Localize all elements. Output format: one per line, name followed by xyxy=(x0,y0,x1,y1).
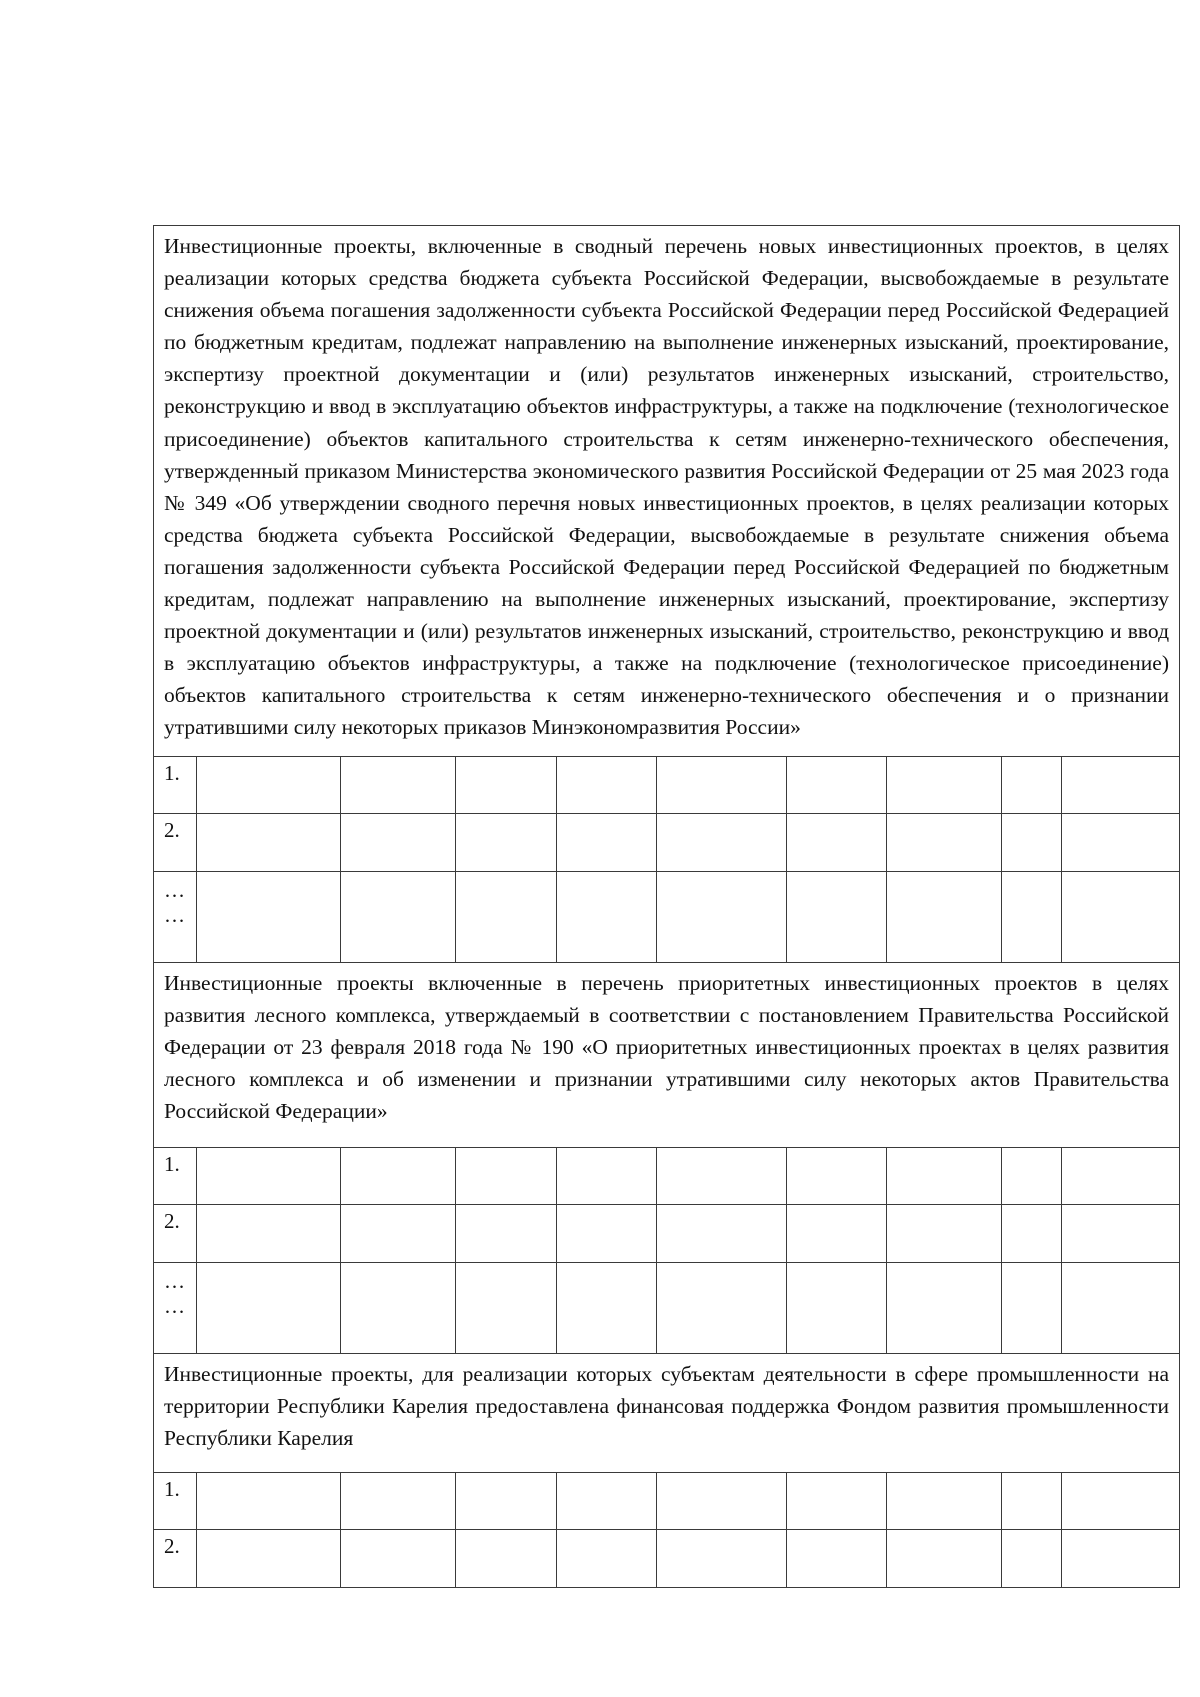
table-cell xyxy=(787,813,887,871)
table-cell xyxy=(787,1262,887,1353)
table-row xyxy=(154,871,1180,962)
table-cell xyxy=(1002,871,1062,962)
section-heading-row xyxy=(154,226,1180,757)
table-cell xyxy=(557,871,657,962)
table-row xyxy=(154,1147,1180,1204)
table-cell xyxy=(456,1473,557,1530)
row-number-ellipsis: … … xyxy=(154,871,197,962)
table-cell xyxy=(887,1262,1002,1353)
table-cell xyxy=(197,1530,341,1588)
table-cell xyxy=(341,1204,456,1262)
table-cell xyxy=(787,1530,887,1588)
table-cell xyxy=(557,1262,657,1353)
table-cell xyxy=(557,1147,657,1204)
table-cell xyxy=(657,871,787,962)
table-cell xyxy=(657,1147,787,1204)
table-cell xyxy=(657,1262,787,1353)
table-cell xyxy=(1062,756,1180,813)
table-cell xyxy=(787,1147,887,1204)
investment-projects-table xyxy=(153,225,1180,1588)
table-row xyxy=(154,1473,1180,1530)
table-cell xyxy=(1002,1530,1062,1588)
table-cell xyxy=(887,813,1002,871)
table-cell xyxy=(887,871,1002,962)
table-cell xyxy=(197,871,341,962)
table-cell xyxy=(456,1147,557,1204)
table-row xyxy=(154,756,1180,813)
table-cell xyxy=(657,1473,787,1530)
table-cell xyxy=(1002,1473,1062,1530)
table-cell xyxy=(1002,1262,1062,1353)
table-cell xyxy=(787,1204,887,1262)
table-cell xyxy=(787,756,887,813)
table-row xyxy=(154,1530,1180,1588)
table-cell xyxy=(456,1530,557,1588)
table-cell xyxy=(557,813,657,871)
table-cell xyxy=(1062,1147,1180,1204)
table-cell xyxy=(341,1262,456,1353)
row-number-ellipsis: … … xyxy=(154,1262,197,1353)
table-cell xyxy=(1062,1262,1180,1353)
table-cell xyxy=(1062,1204,1180,1262)
table-row xyxy=(154,1204,1180,1262)
table-cell xyxy=(341,1147,456,1204)
table-cell xyxy=(456,813,557,871)
table-cell xyxy=(787,871,887,962)
table-cell xyxy=(887,1204,1002,1262)
row-number: 1. xyxy=(154,1147,197,1204)
table-cell xyxy=(557,756,657,813)
table-cell xyxy=(557,1473,657,1530)
table-cell xyxy=(557,1530,657,1588)
table-cell xyxy=(341,813,456,871)
table-cell xyxy=(1002,1147,1062,1204)
table-row xyxy=(154,1262,1180,1353)
table-cell xyxy=(341,1530,456,1588)
table-row xyxy=(154,813,1180,871)
table-cell xyxy=(341,1473,456,1530)
table-cell xyxy=(887,1473,1002,1530)
table-cell xyxy=(197,813,341,871)
table-cell xyxy=(657,813,787,871)
table-cell xyxy=(557,1204,657,1262)
table-cell xyxy=(1062,1530,1180,1588)
table-cell xyxy=(887,1147,1002,1204)
table-cell xyxy=(456,756,557,813)
table-cell xyxy=(657,756,787,813)
row-number: 1. xyxy=(154,756,197,813)
table-cell xyxy=(1002,756,1062,813)
table-cell xyxy=(197,1262,341,1353)
section-heading-row xyxy=(154,1353,1180,1472)
row-number: 1. xyxy=(154,1473,197,1530)
table-cell xyxy=(887,1530,1002,1588)
section-heading-row xyxy=(154,962,1180,1147)
row-number: 2. xyxy=(154,1204,197,1262)
table-cell xyxy=(197,1473,341,1530)
section-heading: Инвестиционные проекты, для реализации которых субъектам деятельности в сфере промышленности на территории Республики Карелия предоставлена финансовая поддержка Фондом развития промышленности Республики Карелия xyxy=(154,1353,1180,1472)
table-cell xyxy=(657,1530,787,1588)
table-cell xyxy=(657,1204,787,1262)
table-cell xyxy=(1002,813,1062,871)
table-cell xyxy=(1062,813,1180,871)
table-cell xyxy=(456,871,557,962)
table-cell xyxy=(197,1204,341,1262)
table-cell xyxy=(341,871,456,962)
table-cell xyxy=(887,756,1002,813)
table-cell xyxy=(456,1204,557,1262)
section-heading: Инвестиционные проекты включенные в перечень приоритетных инвестиционных проектов в целях развития лесного комплекса, утверждаемый в соответствии с постановлением Правительства Российской Федерации от 23 февраля 2018 года № 190 «О приоритетных инвестиционных проектах в целях развития лесного комплекса и об изменении и признании утратившими силу некоторых актов Правительства Российской Федерации» xyxy=(154,962,1180,1147)
table-cell xyxy=(197,1147,341,1204)
table-cell xyxy=(197,756,341,813)
table-cell xyxy=(1002,1204,1062,1262)
table-cell xyxy=(341,756,456,813)
section-heading: Инвестиционные проекты, включенные в сводный перечень новых инвестиционных проектов, в целях реализации которых средства бюджета субъекта Российской Федерации, высвобождаемые в результате снижения объема погашения задолженности субъекта Российской Федерации перед Российской Федерацией по бюджетным кредитам, подлежат направлению на выполнение инженерных изысканий, проектирование, экспертизу проектной документации и (или) результатов инженерных изысканий, строительство, реконструкцию и ввод в эксплуатацию объектов инфраструктуры, а также на подключение (технологическое присоединение) объектов капитального строительства к сетям инженерно-технического обеспечения, утвержденный приказом Министерства экономического развития Российской Федерации от 25 мая 2023 года № 349 «Об утверждении сводного перечня новых инвестиционных проектов, в целях реализации которых средства бюджета субъекта Российской Федерации, высвобождаемые в результате снижения объема погашения задолженности субъекта Российской Федерации перед Российской Федерацией по бюджетным кредитам, подлежат направлению на выполнение инженерных изысканий, проектирование, экспертизу проектной документации и (или) результатов инженерных изысканий, строительство, реконструкцию и ввод в эксплуатацию объектов инфраструктуры, а также на подключение (технологическое присоединение) объектов капитального строительства к сетям инженерно-технического обеспечения и о признании утратившими силу некоторых приказов Минэкономразвития России» xyxy=(154,226,1180,757)
row-number: 2. xyxy=(154,1530,197,1588)
table-cell xyxy=(456,1262,557,1353)
table-cell xyxy=(787,1473,887,1530)
row-number: 2. xyxy=(154,813,197,871)
table-cell xyxy=(1062,871,1180,962)
table-cell xyxy=(1062,1473,1180,1530)
